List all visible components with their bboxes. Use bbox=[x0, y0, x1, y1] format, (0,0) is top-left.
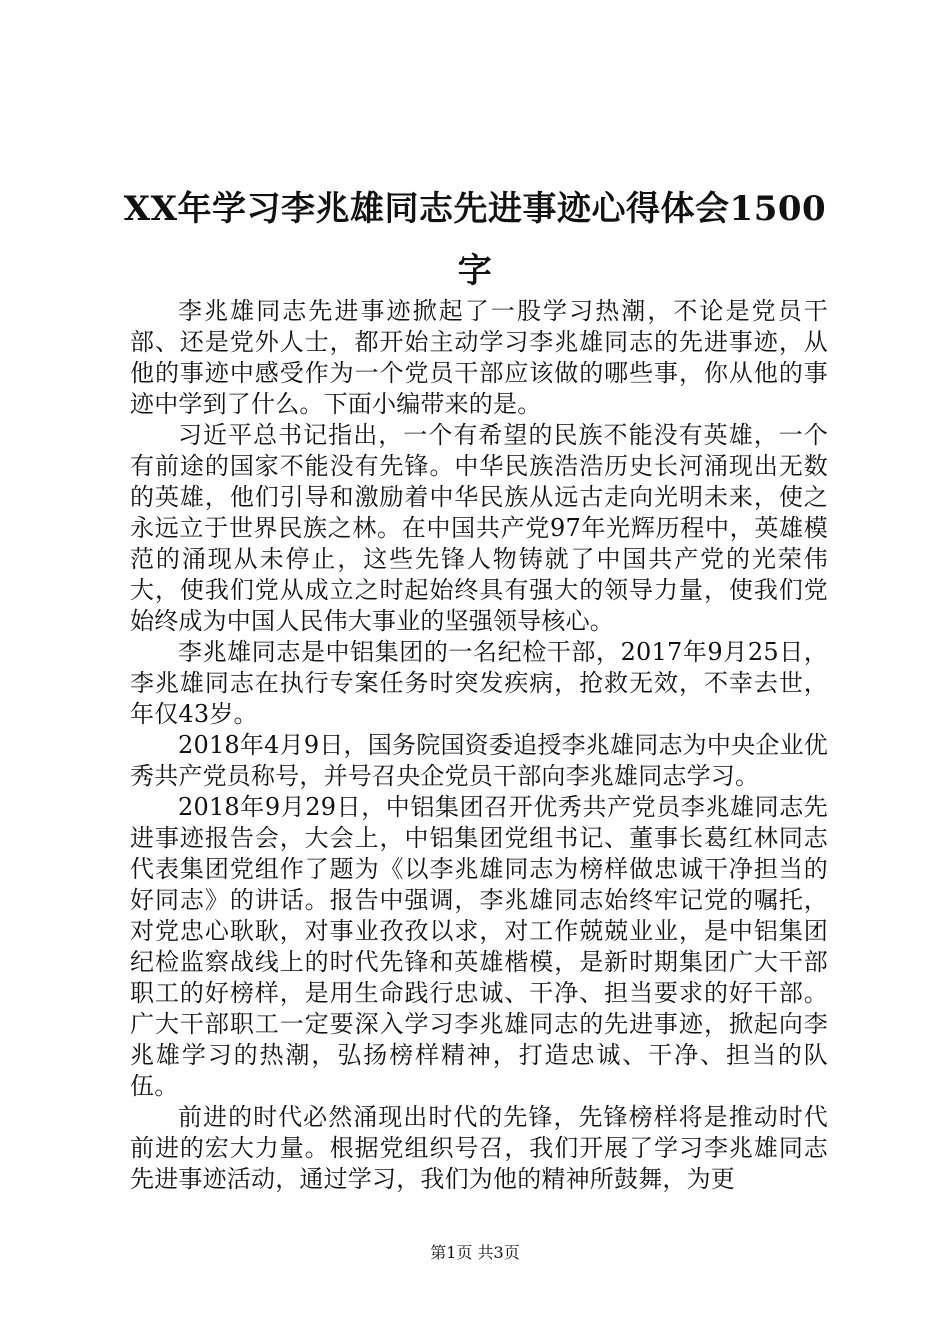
document-title: XX年学习李兆雄同志先进事迹心得体会1500字 bbox=[123, 189, 827, 291]
page-footer: 第1页 共3页 bbox=[430, 1243, 520, 1262]
paragraph: 2018年4月9日，国务院国资委追授李兆雄同志为中央企业优秀共产党员称号，并号召央企党员干部向李兆雄同志学习。 bbox=[130, 731, 828, 790]
paragraph: 2018年9月29日，中铝集团召开优秀共产党员李兆雄同志先进事迹报告会，大会上，中铝集团党组书记、董事长葛红林同志代表集团党组作了题为《以李兆雄同志为榜样做忠诚干净担当的好同志》的讲话。报告中强调，李兆雄同志始终牢记党的嘱托，对党忠心耿耿，对事业孜孜以求，对工作兢兢业业，是中铝集团纪检监察战线上的时代先锋和英雄楷模，是新时期集团广大干部职工的好榜样，是用生命践行忠诚、干净、担当要求的好干部。广大干部职工一定要深入学习李兆雄同志的先进事迹，掀起向李兆雄学习的热潮，弘扬榜样精神，打造忠诚、干净、担当的队伍。 bbox=[130, 793, 828, 1100]
paragraph: 前进的时代必然涌现出时代的先锋，先锋榜样将是推动时代前进的宏大力量。根据党组织号召，我们开展了学习李兆雄同志先进事迹活动，通过学习，我们为他的精神所鼓舞，为更 bbox=[130, 1103, 828, 1193]
paragraph: 习近平总书记指出，一个有希望的民族不能没有英雄，一个有前途的国家不能没有先锋。中华民族浩浩历史长河涌现出无数的英雄，他们引导和激励着中华民族从远古走向光明未来，使之永远立于世界民族之林。在中国共产党97年光辉历程中，英雄模范的涌现从未停止，这些先锋人物铸就了中国共产党的光荣伟大，使我们党从成立之时起始终具有强大的领导力量，使我们党始终成为中国人民伟大事业的坚强领导核心。 bbox=[130, 421, 828, 635]
document-body bbox=[130, 296, 828, 1195]
paragraph: 李兆雄同志是中铝集团的一名纪检干部，2017年9月25日，李兆雄同志在执行专案任务时突发疾病，抢救无效，不幸去世，年仅43岁。 bbox=[130, 638, 828, 728]
paragraph: 李兆雄同志先进事迹掀起了一股学习热潮，不论是党员干部、还是党外人士，都开始主动学习李兆雄同志的先进事迹，从他的事迹中感受作为一个党员干部应该做的哪些事，你从他的事迹中学到了什么。下面小编带来的是。 bbox=[130, 297, 828, 418]
